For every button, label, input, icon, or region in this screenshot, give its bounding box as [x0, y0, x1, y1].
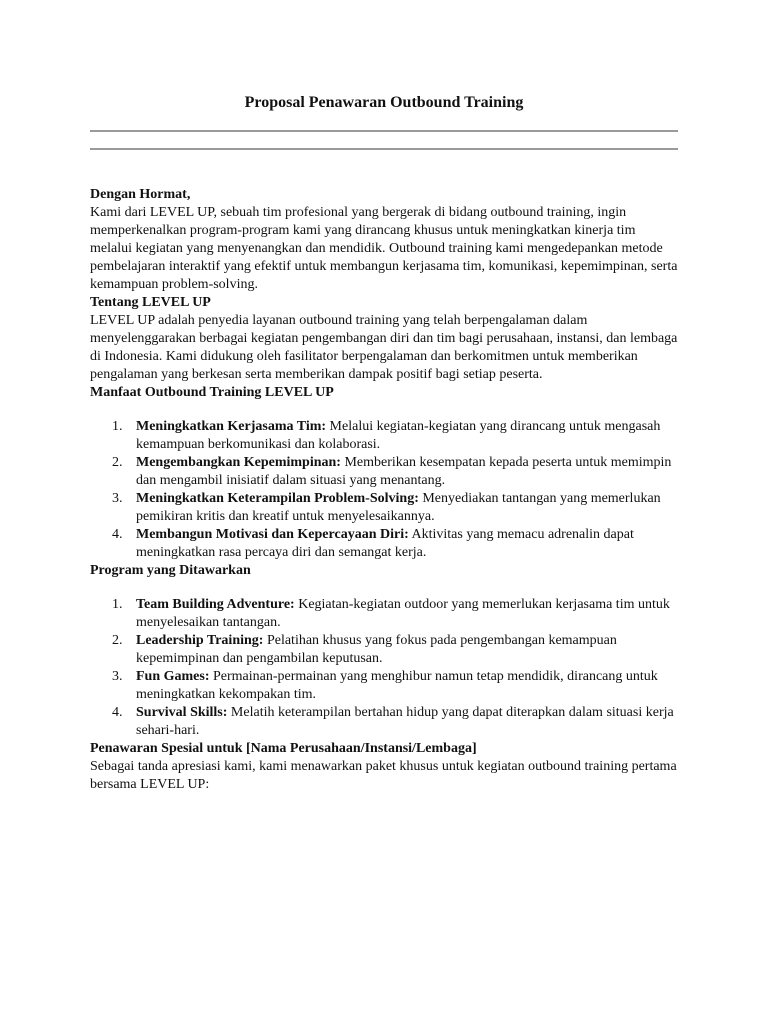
programs-list [90, 596, 678, 740]
offer-heading: Penawaran Spesial untuk [Nama Perusahaan/Instansi/Lembaga] [90, 741, 477, 756]
list-desc: Menyediakan tantangan yang memerlukan pemikiran kritis dan kreatif untuk menyelesaikannya. [136, 491, 661, 524]
title-divider-top [90, 130, 678, 132]
list-item [90, 632, 678, 668]
list-desc: Aktivitas yang memacu adrenalin dapat meningkatkan rasa percaya diri dan semangat kerja. [136, 527, 634, 560]
list-item [90, 454, 678, 490]
greeting: Dengan Hormat, [90, 187, 191, 202]
list-item [90, 526, 678, 562]
list-term: Fun Games: [136, 669, 210, 684]
about-heading: Tentang LEVEL UP [90, 295, 211, 310]
list-item [90, 704, 678, 740]
list-term: Team Building Adventure: [136, 597, 295, 612]
list-desc: Memberikan kesempatan kepada peserta untuk memimpin dan mengambil inisiatif dalam situasi yang menantang. [136, 455, 672, 488]
list-desc: Melalui kegiatan-kegiatan yang dirancang untuk mengasah kemampuan berkomunikasi dan kolaborasi. [136, 419, 661, 452]
list-number: 2. [112, 633, 123, 648]
list-term: Meningkatkan Keterampilan Problem-Solving: [136, 491, 419, 506]
list-desc: Pelatihan khusus yang fokus pada pengembangan kemampuan kepemimpinan dan pengambilan keputusan. [136, 633, 617, 666]
list-number: 3. [112, 491, 123, 506]
title-divider-bottom [90, 148, 678, 150]
list-term: Mengembangkan Kepemimpinan: [136, 455, 341, 470]
list-term: Meningkatkan Kerjasama Tim: [136, 419, 327, 434]
list-term: Leadership Training: [136, 633, 264, 648]
benefits-heading: Manfaat Outbound Training LEVEL UP [90, 385, 334, 400]
offer-paragraph: Sebagai tanda apresiasi kami, kami menawarkan paket khusus untuk kegiatan outbound training pertama bersama LEVEL UP: [90, 759, 677, 792]
list-desc: Kegiatan-kegiatan outdoor yang memerlukan kerjasama tim untuk menyelesaikan tantangan. [136, 597, 670, 630]
list-term: Survival Skills: [136, 705, 228, 720]
list-number: 4. [112, 527, 123, 542]
list-desc: Melatih keterampilan bertahan hidup yang dapat diterapkan dalam situasi kerja sehari-hari. [136, 705, 674, 738]
list-number: 4. [112, 705, 123, 720]
list-item [90, 668, 678, 704]
intro-paragraph: Kami dari LEVEL UP, sebuah tim profesional yang bergerak di bidang outbound training, ingin memperkenalkan program-program kami yang dirancang khusus untuk meningkatkan kinerja tim melalui kegiatan yang menyenangkan dan mendidik. Outbound training kami mengedepankan metode pembelajaran interaktif yang efektif untuk membangun kerjasama tim, komunikasi, kepemimpinan, serta kemampuan problem-solving. [90, 205, 678, 292]
list-number: 2. [112, 455, 123, 470]
document-title: Proposal Penawaran Outbound Training [244, 94, 524, 111]
list-desc: Permainan-permainan yang menghibur namun tetap mendidik, dirancang untuk meningkatkan kekompakan tim. [136, 669, 658, 702]
list-number: 1. [112, 419, 123, 434]
list-number: 3. [112, 669, 123, 684]
list-item [90, 490, 678, 526]
benefits-list [90, 418, 678, 562]
programs-heading: Program yang Ditawarkan [90, 563, 251, 578]
list-number: 1. [112, 597, 123, 612]
list-item [90, 596, 678, 632]
list-item [90, 418, 678, 454]
list-term: Membangun Motivasi dan Kepercayaan Diri: [136, 527, 409, 542]
about-paragraph: LEVEL UP adalah penyedia layanan outbound training yang telah berpengalaman dalam menyelenggarakan berbagai kegiatan pengembangan diri dan tim bagi perusahaan, instansi, dan lembaga di Indonesia. Kami didukung oleh fasilitator berpengalaman dan berkomitmen untuk memberikan pengalaman yang berkesan serta memberikan dampak positif bagi setiap peserta. [90, 313, 678, 382]
